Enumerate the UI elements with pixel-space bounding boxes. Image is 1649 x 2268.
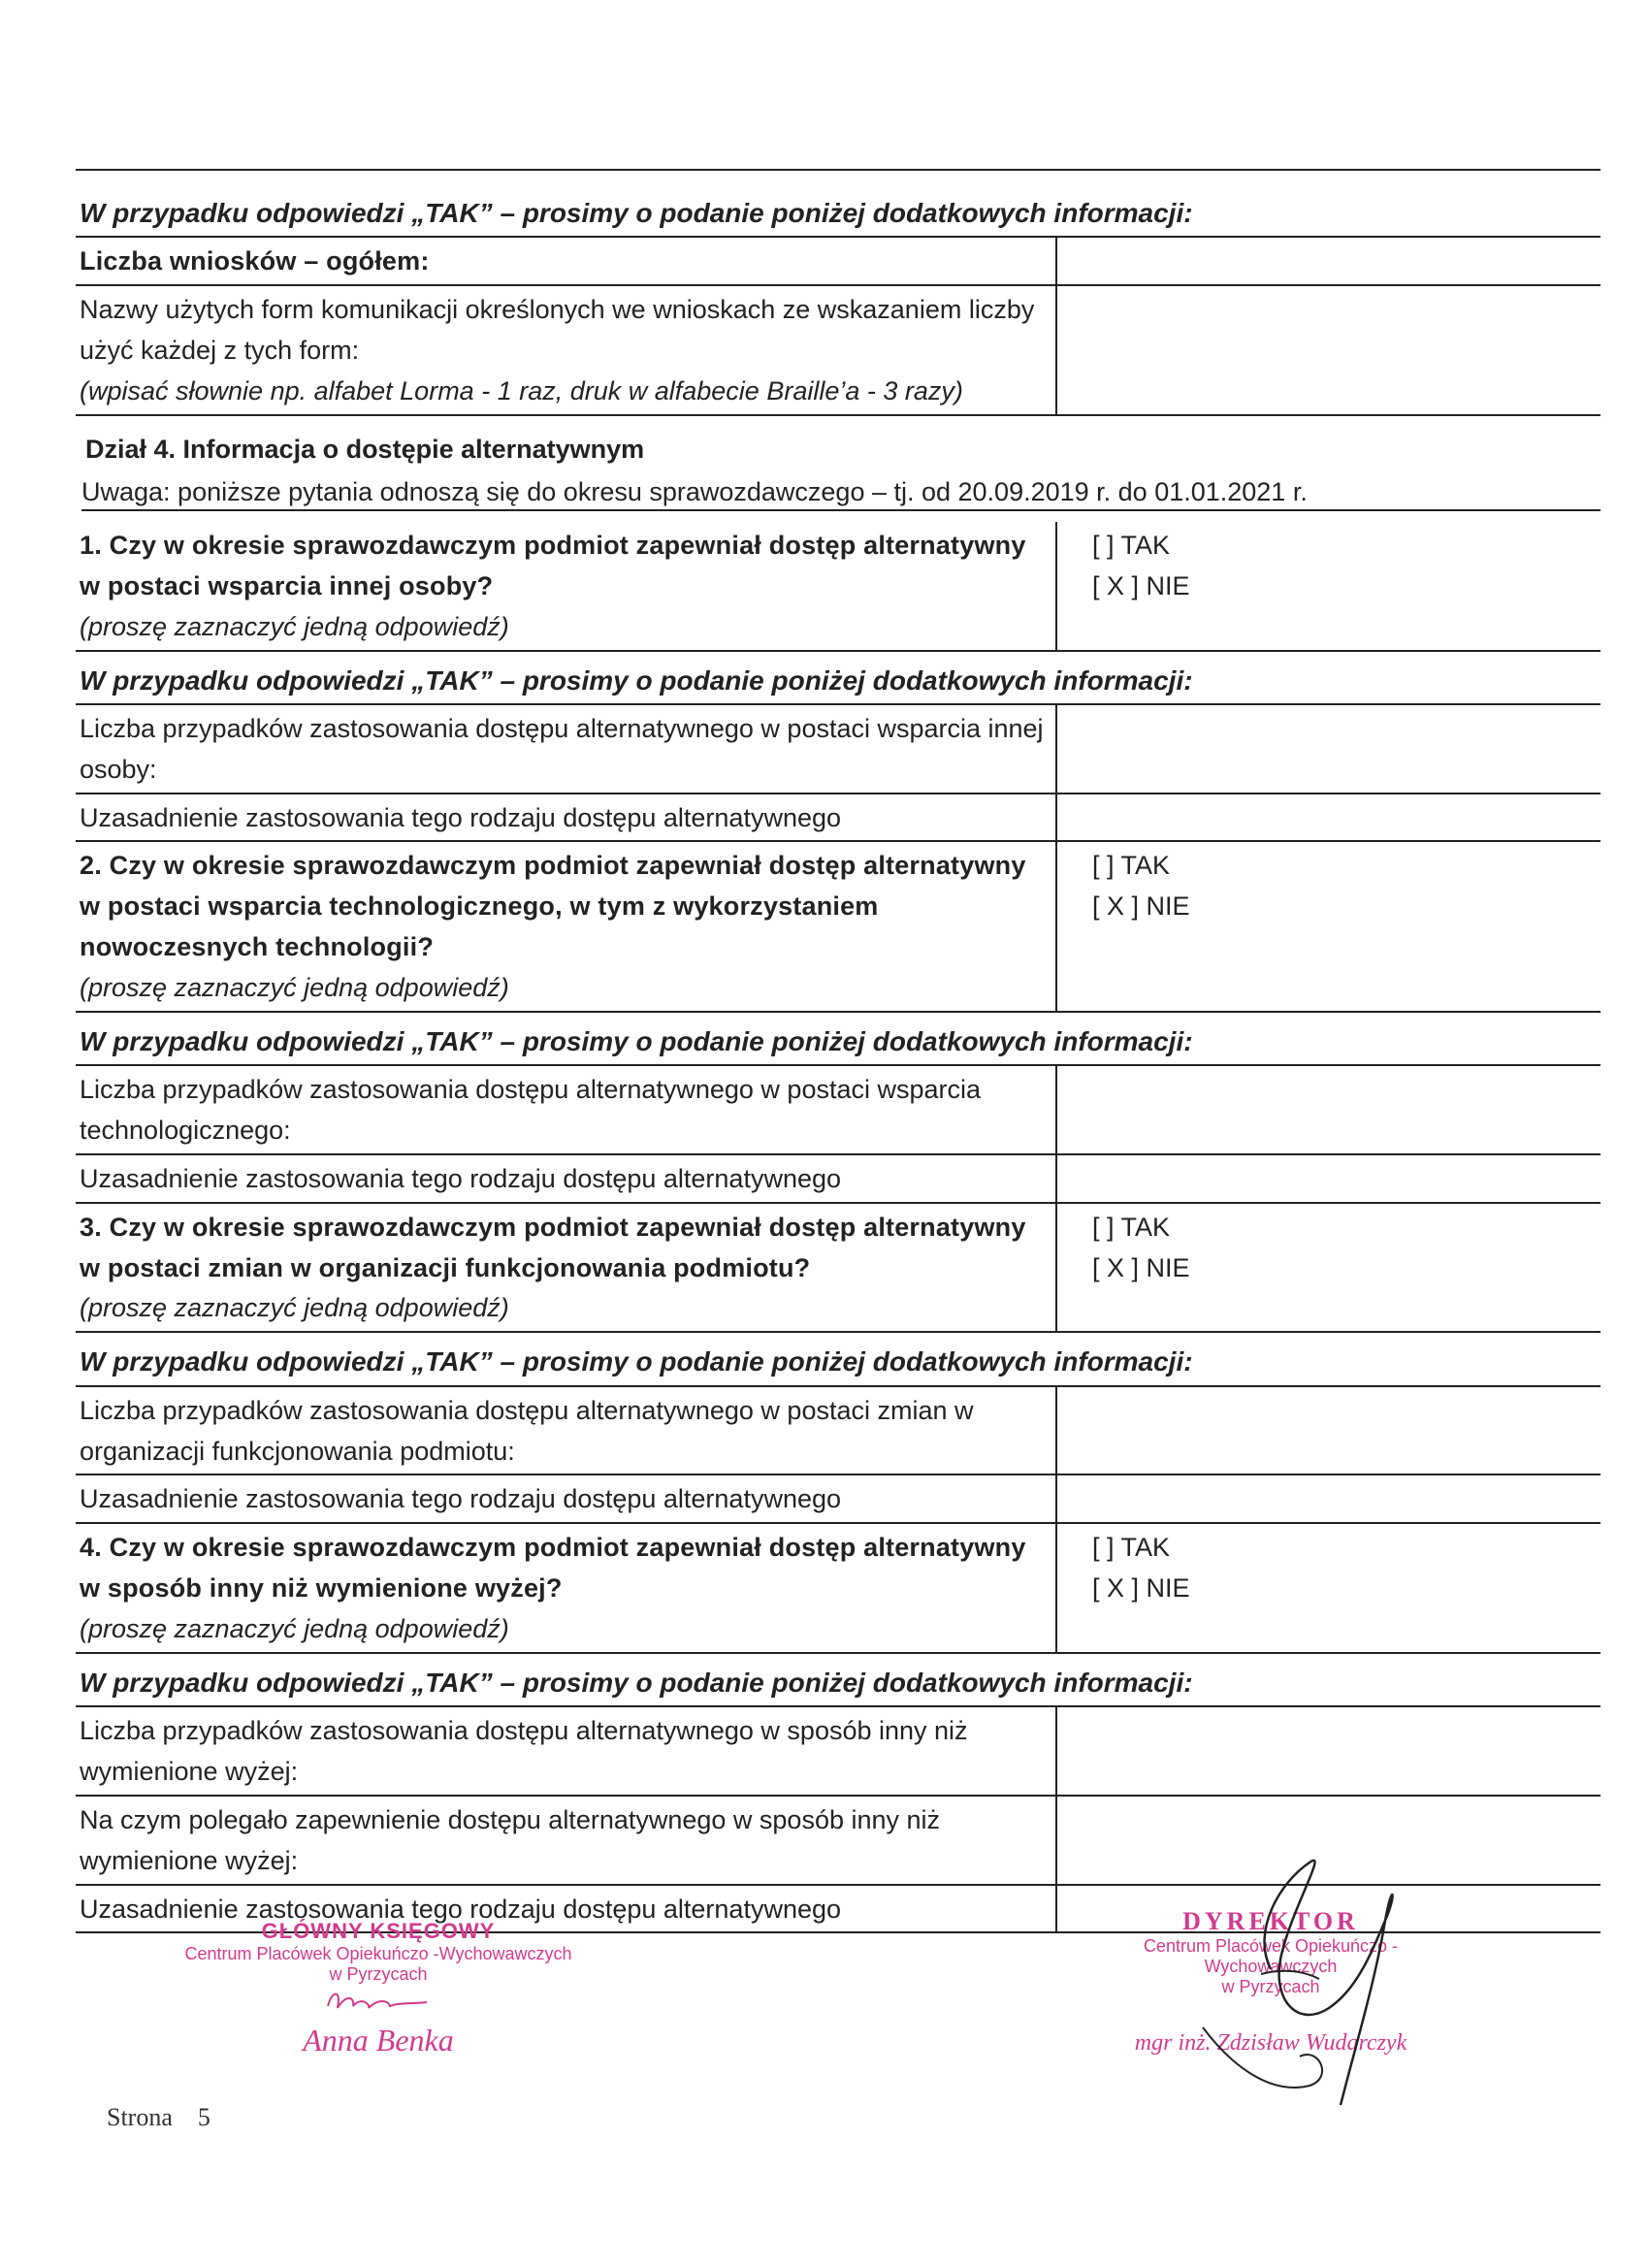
q1-count-field[interactable]	[1056, 704, 1600, 794]
q3-additional-header: W przypadku odpowiedzi „TAK” – prosimy o podanie poniżej dodatkowych informacji:	[76, 1332, 1600, 1385]
chief-accountant-stamp	[184, 1919, 572, 2058]
communication-forms-field[interactable]	[1056, 285, 1600, 415]
q3-justification-label: Uzasadnienie zastosowania tego rodzaju dostępu alternatywnego	[76, 1474, 1056, 1523]
stamp-left-place: w Pyrzycach	[329, 1964, 428, 1984]
stamp-right-place: w Pyrzycach	[1221, 1977, 1320, 1996]
question-4: 4. Czy w okresie sprawozdawczym podmiot zapewniał dostęp alternatywny w sposób inny niż wymienione wyżej? (proszę zaznaczyć jedną odpowiedź)	[76, 1523, 1056, 1653]
q4-how-label: Na czym polegało zapewnienie dostępu alternatywnego w sposób inny niż wymienione wyżej:	[76, 1796, 1056, 1885]
stamp-right-org: Centrum Placówek Opiekuńczo -Wychowawczych	[1143, 1936, 1399, 1976]
requests-total-label: Liczba wniosków – ogółem:	[76, 237, 1056, 285]
communication-forms-label: Nazwy użytych form komunikacji określonych we wnioskach ze wskazaniem liczby użyć każdej z tych form: (wpisać słownie np. alfabet Lorma - 1 raz, druk w alfabecie Braille’a - 3 razy)	[76, 285, 1056, 415]
question-4-answers	[1056, 1523, 1600, 1653]
additional-info-header: W przypadku odpowiedzi „TAK” – prosimy o podanie poniżej dodatkowych informacji:	[76, 184, 1600, 237]
q2-option-tak[interactable]: [ ] TAK	[1091, 851, 1171, 881]
q4-justification-label: Uzasadnienie zastosowania tego rodzaju dostępu alternatywnego	[76, 1885, 1056, 1933]
q3-option-nie[interactable]: [ X ] NIE	[1091, 1252, 1190, 1282]
section-4-title: Dział 4. Informacja o dostępie alternatywnym	[85, 435, 645, 464]
question-1: 1. Czy w okresie sprawozdawczym podmiot zapewniał dostęp alternatywny w postaci wsparcia innej osoby? (proszę zaznaczyć jedną odpowiedź)	[76, 522, 1056, 651]
question-1-answers	[1056, 522, 1600, 651]
stamp-right-name: mgr inż. Zdzisław Wudarczyk	[1134, 2030, 1407, 2056]
director-signature	[1164, 1824, 1416, 2134]
q3-count-field[interactable]	[1056, 1386, 1600, 1475]
q2-justification-label: Uzasadnienie zastosowania tego rodzaju dostępu alternatywnego	[76, 1154, 1056, 1203]
q4-count-field[interactable]	[1056, 1706, 1600, 1796]
q1-justification-label: Uzasadnienie zastosowania tego rodzaju dostępu alternatywnego	[76, 794, 1056, 842]
question-3: 3. Czy w okresie sprawozdawczym podmiot zapewniał dostęp alternatywny w postaci zmian w organizacji funkcjonowania podmiotu? (proszę zaznaczyć jedną odpowiedź)	[76, 1203, 1056, 1333]
q1-option-tak[interactable]: [ ] TAK	[1091, 531, 1171, 560]
q2-count-label: Liczba przypadków zastosowania dostępu alternatywnego w postaci wsparcia technologicznego:	[76, 1065, 1056, 1154]
q2-justification-field[interactable]	[1056, 1154, 1600, 1203]
q4-count-label: Liczba przypadków zastosowania dostępu alternatywnego w sposób inny niż wymienione wyżej:	[76, 1706, 1056, 1796]
q4-additional-header: W przypadku odpowiedzi „TAK” – prosimy o podanie poniżej dodatkowych informacji:	[76, 1653, 1600, 1706]
question-2-answers	[1056, 841, 1600, 1011]
q2-count-field[interactable]	[1056, 1065, 1600, 1154]
stamp-left-org: Centrum Placówek Opiekuńczo -Wychowawczych	[184, 1944, 572, 1963]
stamp-left-title: GŁÓWNY KSIĘGOWY	[261, 1919, 496, 1943]
q4-option-nie[interactable]: [ X ] NIE	[1091, 1573, 1190, 1604]
q3-justification-field[interactable]	[1056, 1474, 1600, 1523]
q1-count-label: Liczba przypadków zastosowania dostępu alternatywnego w postaci wsparcia innej osoby:	[76, 704, 1056, 794]
reporting-period-note: Uwaga: poniższe pytania odnoszą się do okresu sprawozdawczego – tj. od 20.09.2019 r. do 01.01.2021 r.	[81, 477, 1600, 511]
q2-option-nie[interactable]: [ X ] NIE	[1091, 891, 1190, 922]
top-rule	[76, 169, 1600, 171]
footer-page-label: Strona	[107, 2103, 173, 2131]
question-3-answers	[1056, 1203, 1600, 1333]
q4-option-tak[interactable]: [ ] TAK	[1091, 1533, 1171, 1563]
footer-page-number: 5	[197, 2103, 210, 2131]
top-additional-info-table	[76, 184, 1600, 416]
page-footer	[107, 2103, 210, 2132]
question-2: 2. Czy w okresie sprawozdawczym podmiot zapewniał dostęp alternatywny w postaci wsparcia technologicznego, w tym z wykorzystaniem nowoczesnych technologii? (proszę zaznaczyć jedną odpowiedź)	[76, 841, 1056, 1011]
section-4-table	[76, 522, 1600, 1933]
q3-count-label: Liczba przypadków zastosowania dostępu alternatywnego w postaci zmian w organizacji funkcjonowania podmiotu:	[76, 1386, 1056, 1475]
requests-total-field[interactable]	[1056, 237, 1600, 285]
q2-additional-header: W przypadku odpowiedzi „TAK” – prosimy o podanie poniżej dodatkowych informacji:	[76, 1012, 1600, 1065]
stamp-right-title: DYREKTOR	[1182, 1907, 1359, 1935]
q1-option-nie[interactable]: [ X ] NIE	[1091, 570, 1190, 600]
stamp-left-name: Anna Benka	[303, 2023, 454, 2057]
q1-justification-field[interactable]	[1056, 794, 1600, 842]
accountant-signature	[320, 1985, 436, 2018]
q1-additional-header: W przypadku odpowiedzi „TAK” – prosimy o podanie poniżej dodatkowych informacji:	[76, 651, 1600, 704]
q3-option-tak[interactable]: [ ] TAK	[1091, 1212, 1171, 1242]
